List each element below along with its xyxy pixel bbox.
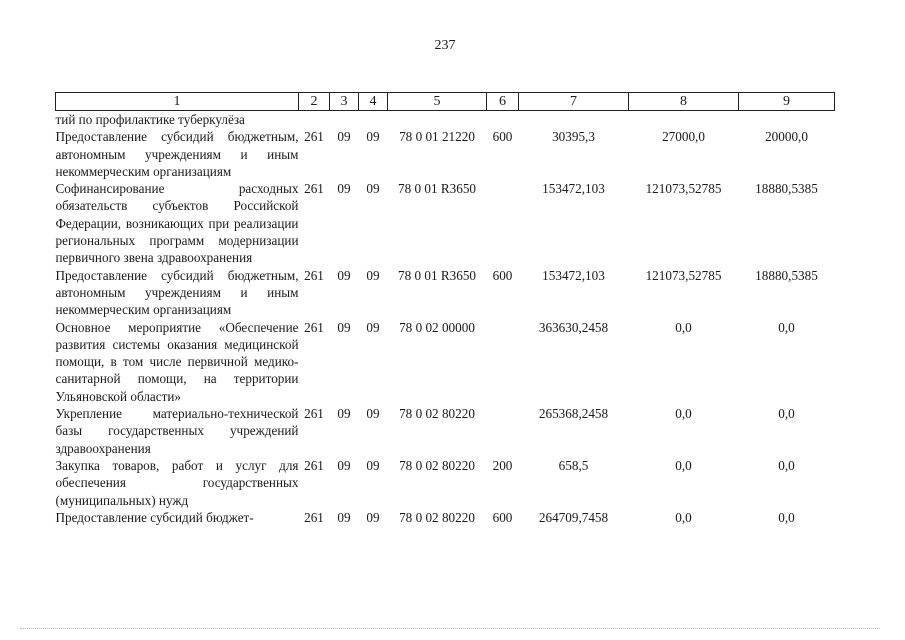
table-row (56, 457, 835, 509)
row-amount-col8: 0,0 (675, 406, 692, 422)
row-name: Закупка товаров, работ и услуг для обеспечения государственных (муниципальных) нужд (55, 457, 299, 508)
column-header: 6 (487, 93, 519, 111)
continuation-row (56, 111, 835, 129)
table-row (56, 319, 835, 405)
row-amount-col9: 0,0 (778, 509, 795, 525)
row-target-code: 78 0 01 21220 (399, 129, 475, 145)
row-name: Укрепление материально-технической базы государственных учреждений здравоохранения (55, 406, 299, 456)
row-amount-col8: 0,0 (675, 509, 692, 525)
row-subsection: 09 (366, 267, 380, 283)
row-target-code: 78 0 02 80220 (399, 509, 475, 525)
row-amount-col8: 121073,52785 (645, 267, 722, 283)
row-expense-type: 200 (492, 457, 513, 473)
row-subsection: 09 (366, 181, 380, 197)
row-name: Предоставление субсидий бюджетным, автономным учреждениям и иным некоммерческим организациям (55, 267, 299, 318)
row-target-code: 78 0 02 80220 (399, 406, 475, 422)
row-subsection: 09 (366, 319, 380, 335)
row-ministry-code: 261 (304, 457, 324, 473)
continuation-text: тий по профилактике туберкулёза (55, 112, 245, 127)
row-target-code: 78 0 01 R3650 (397, 181, 477, 197)
row-amount-col7: 30395,3 (552, 129, 595, 145)
table-row (56, 509, 835, 526)
row-amount-col8: 27000,0 (662, 129, 705, 145)
table-row (56, 180, 835, 266)
column-header: 9 (739, 93, 835, 111)
row-amount-col9: 18880,5385 (755, 267, 818, 283)
row-amount-col7: 153472,103 (542, 181, 605, 197)
row-amount-col9: 20000,0 (765, 129, 808, 145)
column-header: 3 (330, 93, 359, 111)
row-section: 09 (337, 319, 351, 335)
budget-table (55, 92, 835, 526)
row-amount-col9: 0,0 (778, 406, 795, 422)
row-expense-type: 600 (492, 267, 513, 283)
table-row (56, 128, 835, 180)
row-amount-col7: 265368,2458 (538, 406, 609, 422)
row-amount-col7: 153472,103 (542, 267, 605, 283)
column-header: 4 (359, 93, 388, 111)
row-expense-type: 600 (492, 129, 513, 145)
row-amount-col8: 0,0 (675, 457, 692, 473)
row-section: 09 (337, 129, 351, 145)
table-row (56, 267, 835, 319)
row-name: Предоставление субсидий бюджетным, автономным учреждениям и иным некоммерческим организациям (55, 129, 299, 179)
row-expense-type (487, 180, 519, 266)
row-ministry-code: 261 (304, 319, 324, 335)
row-amount-col8: 121073,52785 (645, 181, 722, 197)
column-header: 5 (388, 93, 487, 111)
row-ministry-code: 261 (304, 509, 324, 525)
row-amount-col7: 264709,7458 (538, 509, 609, 525)
row-name: Софинансирование расходных обязательств субъектов Российской Федерации, возникающих при реализации региональных программ модернизации первичного звена здравоохранения (55, 181, 299, 266)
row-ministry-code: 261 (304, 181, 324, 197)
row-ministry-code: 261 (304, 406, 324, 422)
column-header: 1 (56, 93, 299, 111)
row-expense-type: 600 (492, 509, 513, 525)
table-header-row (56, 93, 835, 111)
row-subsection: 09 (366, 457, 380, 473)
row-section: 09 (337, 509, 351, 525)
row-target-code: 78 0 02 80220 (399, 457, 475, 473)
row-subsection: 09 (366, 129, 380, 145)
page-number: 237 (434, 38, 456, 53)
row-subsection: 09 (366, 406, 380, 422)
row-amount-col7: 363630,2458 (538, 319, 609, 335)
row-amount-col9: 0,0 (778, 457, 795, 473)
row-section: 09 (337, 267, 351, 283)
row-expense-type (487, 319, 519, 405)
column-header: 8 (629, 93, 739, 111)
row-ministry-code: 261 (304, 267, 324, 283)
row-amount-col9: 0,0 (778, 319, 795, 335)
row-name: Предоставление субсидий бюджет- (55, 509, 254, 525)
row-section: 09 (337, 457, 351, 473)
row-target-code: 78 0 01 R3650 (397, 267, 477, 283)
row-ministry-code: 261 (304, 129, 324, 145)
row-section: 09 (337, 181, 351, 197)
table-row (56, 405, 835, 457)
column-header: 2 (299, 93, 330, 111)
scan-edge-divider (20, 628, 880, 631)
row-subsection: 09 (366, 509, 380, 525)
row-name: Основное мероприятие «Обеспечение развития системы оказания медицинской помощи, в том числе первичной медико-санитарной помощи, на территории Ульяновской области» (55, 319, 299, 404)
row-amount-col7: 658,5 (558, 457, 589, 473)
row-expense-type (487, 405, 519, 457)
row-section: 09 (337, 406, 351, 422)
row-amount-col8: 0,0 (675, 319, 692, 335)
row-amount-col9: 18880,5385 (755, 181, 818, 197)
column-header: 7 (519, 93, 629, 111)
row-target-code: 78 0 02 00000 (399, 319, 475, 335)
